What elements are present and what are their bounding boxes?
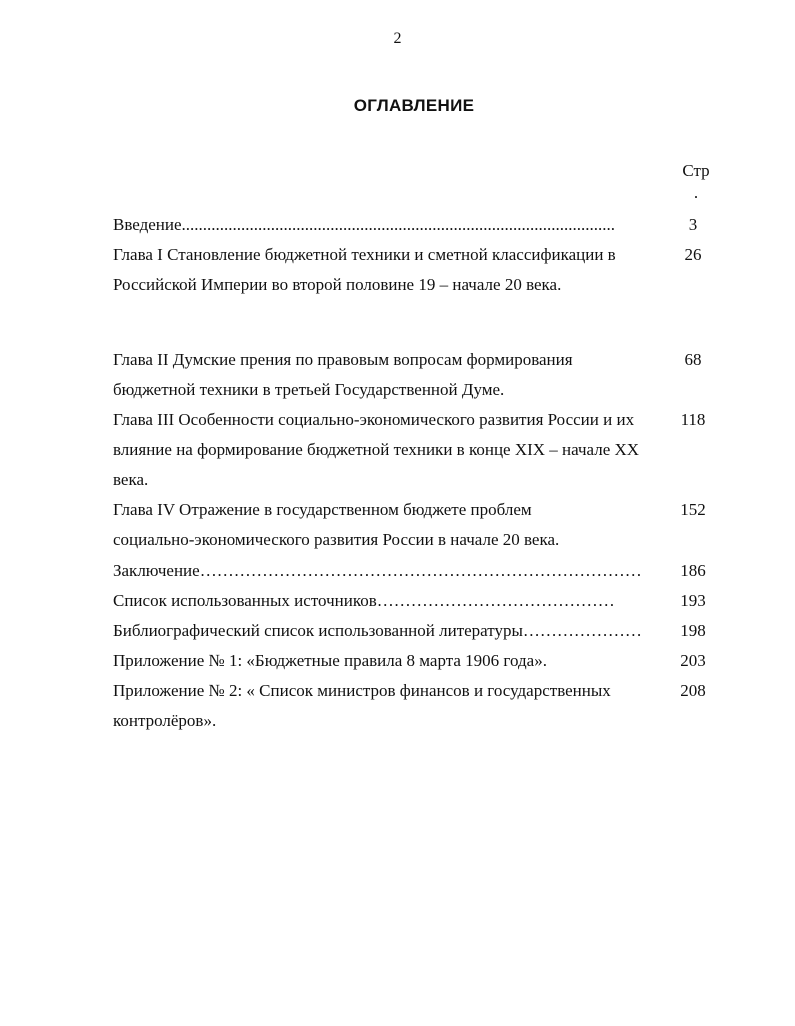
toc-entry-line: Российской Империи во второй половине 19 – начале 20 века.: [113, 275, 562, 294]
page-number: 2: [393, 30, 402, 47]
toc-entry-line: Приложение № 1: «Бюджетные правила 8 марта 1906 года».: [113, 651, 547, 670]
page-column-header-dot: .: [693, 183, 699, 202]
toc-page-ref: 193: [680, 591, 706, 610]
toc-entry-line: Глава III Особенности социально-экономического развития России и их: [113, 410, 635, 429]
toc-entry-line: Глава II Думские прения по правовым вопросам формирования: [113, 350, 573, 369]
toc-entry-bibliography: [113, 616, 658, 646]
toc-entry-line: контролёров».: [113, 711, 217, 730]
toc-page-ref: 208: [680, 681, 706, 700]
page-title: ОГЛАВЛЕНИЕ: [353, 96, 475, 115]
toc-entry-line: социально-экономического развития России в начале 20 века.: [113, 530, 560, 549]
toc-entry-appendix-1: [113, 646, 658, 676]
toc-entry-line: влияние на формирование бюджетной техники в конце XIX – начале XX: [113, 440, 640, 459]
toc-entry-sources: [113, 586, 658, 616]
page-column-header: Стр: [682, 161, 710, 180]
toc-entry-chapter-1: [113, 240, 658, 300]
toc-entry-line: Библиографический список использованной литературы…………………: [113, 621, 642, 640]
toc-page-ref: 152: [680, 500, 706, 519]
toc-entry-line: бюджетной техники в третьей Государственной Думе.: [113, 380, 505, 399]
toc-page-ref: 118: [680, 410, 706, 429]
toc-entry-introduction: [113, 210, 658, 240]
toc-entry-chapter-3: [113, 405, 658, 495]
toc-page-ref: 203: [680, 651, 706, 670]
toc-page-ref: 3: [688, 215, 698, 234]
toc-entry-appendix-2: [113, 676, 658, 736]
toc-page-ref: 186: [680, 561, 706, 580]
toc-entry-line: Глава I Становление бюджетной техники и сметной классификации в: [113, 245, 616, 264]
toc-entry-conclusion: [113, 556, 658, 586]
toc-page-ref: 68: [684, 350, 702, 369]
toc-page-ref: 26: [684, 245, 702, 264]
toc-entry-chapter-2: [113, 345, 658, 405]
toc-entry-line: века.: [113, 470, 149, 489]
toc-entry-chapter-4: [113, 495, 658, 555]
toc-entry-line: Приложение № 2: « Список министров финансов и государственных: [113, 681, 611, 700]
toc-entry-line: Список использованных источников……………………………………: [113, 591, 615, 610]
toc-page-ref: 198: [680, 621, 706, 640]
toc-entry-line: Заключение……………………………………………………………………: [113, 561, 642, 580]
toc-entry-line: Глава IV Отражение в государственном бюджете проблем: [113, 500, 532, 519]
toc-entry-line: Введение......................................................................................................: [113, 215, 616, 234]
